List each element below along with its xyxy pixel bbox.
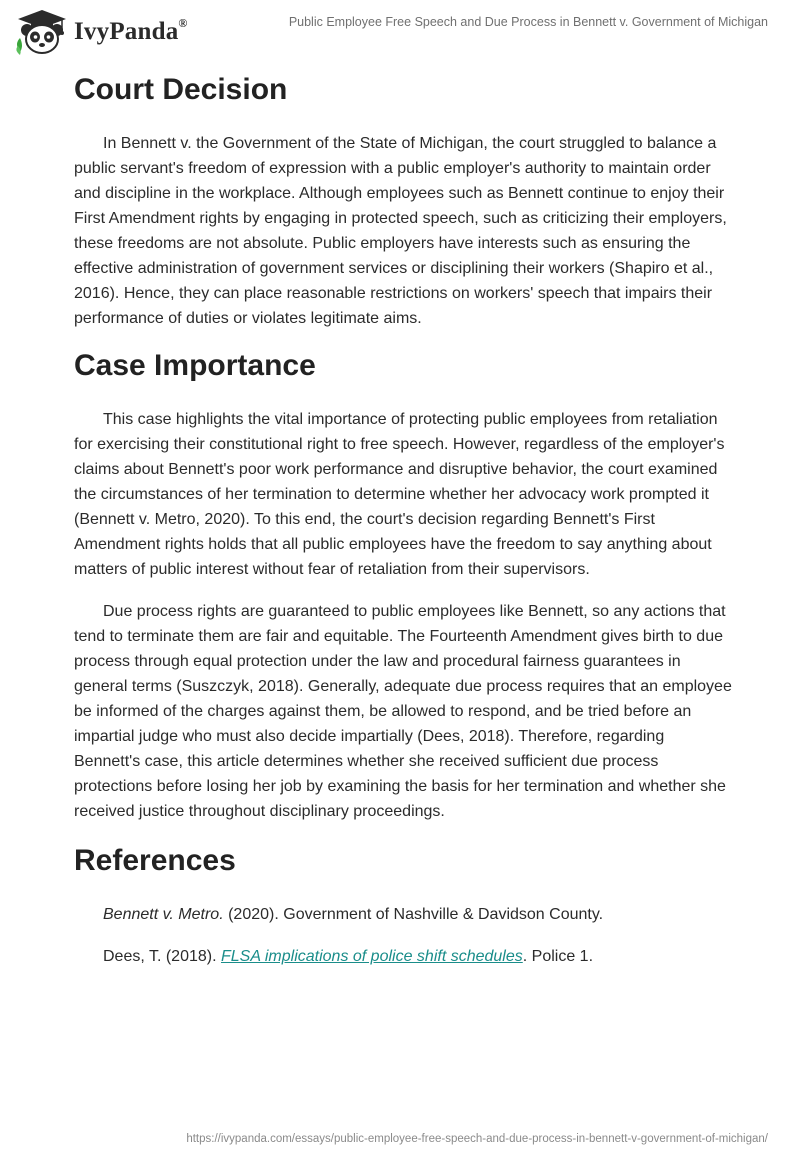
section-heading-court-decision: Court Decision	[74, 73, 288, 106]
essay-content	[74, 70, 734, 969]
page-header	[0, 0, 800, 62]
ivypanda-logo[interactable]	[14, 8, 188, 56]
reference-item: Bennett v. Metro. (2020). Government of Nashville & Davidson County.	[103, 906, 604, 923]
paragraph: This case highlights the vital importance of protecting public employees from retaliation for exercising their constitutional right to free speech. However, regardless of the employer's claims about Bennett's poor work performance and disruptive behavior, the court examined the circumstances of her termination to determine whether her advocacy work prompted it (Bennett v. Metro, 2020). To this end, the court's decision regarding Bennett's First Amendment rights holds that all public employees have the freedom to say anything about matters of public interest without fear of retaliation from their supervisors.	[74, 411, 725, 578]
paragraph: Due process rights are guaranteed to public employees like Bennett, so any actions that tend to terminate them are fair and equitable. The Fourteenth Amendment gives birth to due process through equal protection under the law and procedural fairness guarantees in general terms (Suszczyk, 2018). Generally, adequate due process requires that an employee be informed of the charges against them, be allowed to respond, and be tried before an impartial judge who must also decide impartially (Dees, 2018). Therefore, regarding Bennett's case, this article determines whether she received sufficient due process protections before losing her job by examining the basis for her termination and whether she received justice throughout disciplinary proceedings.	[74, 603, 732, 820]
section-heading-references: References	[74, 844, 236, 877]
brand-name: IvyPanda®	[74, 16, 188, 45]
source-url[interactable]: https://ivypanda.com/essays/public-employee-free-speech-and-due-process-in-bennett-v-government-of-michigan/	[186, 1133, 768, 1145]
paragraph: In Bennett v. the Government of the State of Michigan, the court struggled to balance a public servant's freedom of expression with a public employer's authority to maintain order and discipline in the workplace. Although employees such as Bennett continue to enjoy their First Amendment rights by engaging in protected speech, such as criticizing their employers, these freedoms are not absolute. Public employers have interests such as ensuring the effective administration of government services or disciplining their workers (Shapiro et al., 2016). Hence, they can place reasonable restrictions on workers' speech that impairs their performance of duties or violates legitimate aims.	[74, 135, 727, 327]
panda-graduate-icon	[14, 8, 70, 56]
reference-link[interactable]: FLSA implications of police shift schedules	[220, 948, 523, 965]
section-heading-case-importance: Case Importance	[74, 349, 316, 382]
reference-item: Dees, T. (2018). FLSA implications of police shift schedules. Police 1.	[103, 948, 594, 965]
document-title: Public Employee Free Speech and Due Process in Bennett v. Government of Michigan	[288, 15, 768, 29]
